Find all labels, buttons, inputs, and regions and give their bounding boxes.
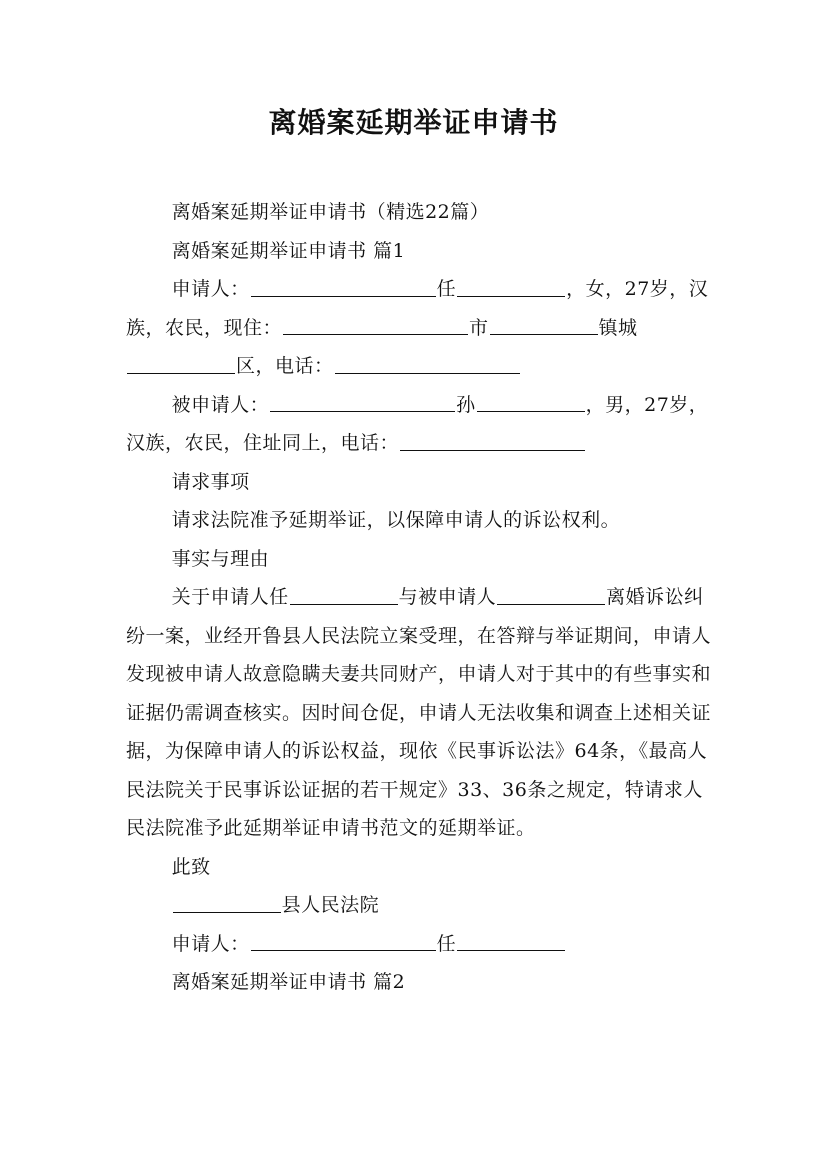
request-heading: 请求事项 bbox=[171, 470, 250, 493]
applicant-surname: 任 bbox=[436, 278, 457, 300]
court-line: 县人民法院 bbox=[126, 886, 711, 925]
respondent-given-name-blank bbox=[477, 391, 585, 412]
facts-applicant-blank bbox=[290, 584, 398, 605]
facts-heading: 事实与理由 bbox=[171, 547, 270, 570]
court-name-blank bbox=[173, 892, 281, 913]
applicant-district: 区，电话： bbox=[236, 355, 334, 377]
document-title: 离婚案延期举证申请书 bbox=[268, 106, 559, 139]
applicant-town: 镇城 bbox=[598, 316, 638, 339]
applicant-phone-blank bbox=[335, 353, 520, 374]
respondent-surname: 孙 bbox=[456, 393, 476, 416]
applicant-paragraph bbox=[126, 270, 711, 386]
part1-heading: 离婚案延期举证申请书 篇1 bbox=[171, 239, 406, 262]
respondent-phone-blank bbox=[400, 430, 585, 451]
address-blank bbox=[283, 314, 468, 335]
applicant-details: ，女，27岁，汉族，农民，现住： bbox=[126, 278, 709, 339]
part2-heading: 离婚案延期举证申请书 篇2 bbox=[171, 971, 406, 993]
respondent-name-blank bbox=[270, 391, 455, 412]
respondent-paragraph bbox=[126, 386, 711, 463]
facts-respondent-blank bbox=[497, 584, 605, 605]
request-text: 请求法院准予延期举证，以保障申请人的诉讼权利。 bbox=[171, 509, 621, 531]
city-blank bbox=[490, 314, 598, 335]
applicant-city: 市 bbox=[469, 316, 489, 339]
town-blank bbox=[127, 353, 235, 374]
applicant-label: 申请人： bbox=[171, 278, 250, 300]
closing: 此致 bbox=[171, 855, 211, 878]
respondent-details: ，男，27岁，汉族，农民，住址同上，电话： bbox=[126, 393, 709, 454]
facts-paragraph: 关于申请人任 与被申请人 离婚诉讼纠纷一案，业经开鲁县人民法院立案受理，在答辩与举证期间，申请人发现被申请人故意隐瞒夫妻共同财产，申请人对于其中的有些事实和证据仍需调查核实。因时间仓促，申请人无法收集和调查上述相关证据，为保障申请人的诉讼权益，现依《民事诉讼法》64条，《最高人民法院关于民事诉讼证据的若干规定》33、36条之规定，特请求人民法院准予此延期举证申请书范文的延期举证。 bbox=[126, 578, 711, 848]
applicant-given-name-blank bbox=[457, 276, 565, 297]
respondent-label: 被申请人： bbox=[171, 393, 270, 416]
applicant-name-blank bbox=[251, 276, 436, 297]
signature-name-blank bbox=[251, 930, 436, 951]
document-body bbox=[126, 193, 711, 1002]
signature-given-name-blank bbox=[457, 930, 565, 951]
signature-line: 申请人： 任 bbox=[126, 925, 711, 964]
subtitle: 离婚案延期举证申请书（精选22篇） bbox=[171, 201, 490, 223]
